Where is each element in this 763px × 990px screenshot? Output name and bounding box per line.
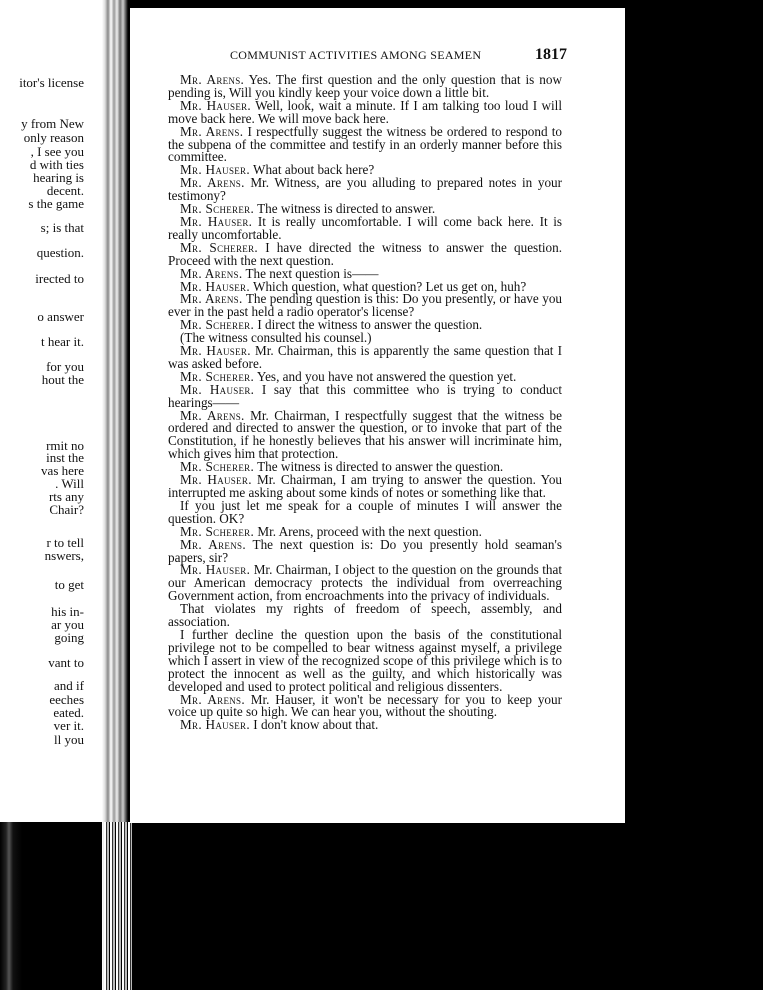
speech-text: Mr. Chairman, I object to the question on the grounds that our American democracy protects the individual from overreaching Government action, from encroachments into the privacy of individuals. xyxy=(168,562,563,604)
facing-page-line: nswers, xyxy=(44,548,84,563)
facing-page-line: Chair? xyxy=(49,502,84,517)
speaker-name: Mr. Scherer. xyxy=(180,459,255,475)
page-number: 1817 xyxy=(535,46,567,63)
speaker-name: Mr. Arens. xyxy=(180,265,243,281)
transcript-paragraph xyxy=(168,407,563,462)
facing-page-line: his in- xyxy=(51,604,84,619)
transcript-paragraph xyxy=(168,74,562,100)
facing-page-line: , I see you xyxy=(30,144,84,159)
speech-text: Mr. Chairman, I respectfully suggest that the witness be ordered and directed to answer the question, or to invoke that part of the Constitution, if he honestly believes that his answer will incriminate him, which gives him that protection. xyxy=(168,407,563,462)
speech-text: The next question is—— xyxy=(245,265,379,281)
facing-page-line: eeches xyxy=(49,692,84,707)
facing-page-line: t hear it. xyxy=(41,334,84,349)
facing-page-line: and if xyxy=(54,678,84,693)
speaker-name: Mr. Arens. xyxy=(180,72,245,87)
speaker-name: Mr. Hauser. xyxy=(180,213,253,229)
facing-page-line: inst the xyxy=(46,450,84,465)
facing-page-line: itor's license xyxy=(19,75,84,90)
facing-page-line: ar you xyxy=(51,617,84,632)
facing-page-line: y from New xyxy=(21,116,84,131)
speech-text: Mr. Chairman, I am trying to answer the question. You interrupted me asking about some kinds of notes or something like that. xyxy=(168,472,563,500)
transcript-paragraph xyxy=(168,603,562,629)
transcript-paragraph xyxy=(168,536,563,565)
transcript-paragraph xyxy=(168,239,563,268)
speech-text: I have directed the witness to answer the question. Proceed with the next question. xyxy=(168,239,563,268)
facing-page-line: only reason xyxy=(23,130,84,145)
transcript-paragraph xyxy=(168,719,562,732)
speech-text: What about back here? xyxy=(253,162,375,178)
facing-page-line: for you xyxy=(46,359,84,374)
speech-text: I don't know about that. xyxy=(253,717,379,733)
speech-text: Mr. Hauser, it won't be necessary for you to keep your voice up quite so high. We can hear you, without the shouting. xyxy=(168,691,563,720)
facing-page-line: rmit no xyxy=(46,438,84,453)
facing-page-line: s the game xyxy=(28,196,84,211)
speaker-name: Mr. Hauser. xyxy=(180,97,252,113)
speaker-name: Mr. Scherer. xyxy=(180,201,255,217)
transcript-paragraph xyxy=(168,97,563,126)
speech-text: If you just let me speak for a couple of minutes I will answer the question. OK? xyxy=(168,497,562,526)
speaker-name: Mr. Hauser. xyxy=(180,381,255,397)
transcript-paragraph xyxy=(168,564,562,603)
facing-page-line: irected to xyxy=(35,271,84,286)
transcript-body xyxy=(168,74,562,732)
speaker-name: Mr. Scherer. xyxy=(180,317,255,333)
facing-page-line: vas here xyxy=(41,463,84,478)
facing-page-line: . Will xyxy=(55,476,84,491)
speech-text: Mr. Chairman, this is apparently the same question that I was asked before. xyxy=(168,343,563,371)
document-page xyxy=(130,8,625,823)
facing-page-line: eated. xyxy=(53,705,84,720)
speaker-name: Mr. Arens. xyxy=(180,291,243,307)
speaker-name: Mr. Arens. xyxy=(180,691,245,707)
speech-text: The pending question is this: Do you presently, or have you ever in the past held a radio operator's license? xyxy=(168,291,563,320)
speech-text: Yes. The first question and the only question that is now pending is, Will you kindly keep your voice down a little bit. xyxy=(168,72,563,100)
facing-page-line: ver it. xyxy=(53,718,84,733)
speech-text: I further decline the question upon the basis of the constitutional privilege not to be compelled to bear witness against myself, a privilege which I assert in view of the recognized scope of this privilege which is to protect the innocent as well as the guilty, and which historically was developed and used to protect political and religious dissenters. xyxy=(168,626,562,694)
speaker-name: Mr. Arens. xyxy=(180,407,245,423)
facing-page-line: going xyxy=(54,630,84,645)
speaker-name: Mr. Hauser. xyxy=(180,162,250,178)
facing-page-line: d with ties xyxy=(29,157,84,172)
speaker-name: Mr. Hauser. xyxy=(180,278,250,294)
facing-page-line: question. xyxy=(36,245,84,260)
transcript-paragraph xyxy=(168,123,562,165)
speaker-name: Mr. Hauser. xyxy=(180,343,251,359)
facing-page-line: decent. xyxy=(46,183,84,198)
speech-text: That violates my rights of freedom of speech, assembly, and association. xyxy=(168,601,562,630)
running-header: COMMUNIST ACTIVITIES AMONG SEAMEN xyxy=(230,48,482,62)
speaker-name: Mr. Hauser. xyxy=(180,472,252,488)
speech-text: Mr. Arens, proceed with the next question. xyxy=(257,523,482,539)
speaker-name: Mr. Arens. xyxy=(180,123,244,139)
transcript-paragraph xyxy=(168,213,563,242)
speech-text: I say that this committee who is trying to conduct hearings—— xyxy=(168,381,562,410)
transcript-paragraph xyxy=(168,293,562,319)
speaker-name: Mr. Scherer. xyxy=(180,239,258,255)
speaker-name: Mr. Arens. xyxy=(180,536,246,552)
speaker-name: Mr. Hauser. xyxy=(180,562,251,578)
facing-page-line: to get xyxy=(54,577,84,592)
transcript-paragraph xyxy=(168,474,562,500)
transcript-paragraph xyxy=(168,691,563,720)
speaker-name: Mr. Scherer. xyxy=(180,368,255,384)
facing-page-line: s; is that xyxy=(40,220,84,235)
facing-page-line: hout the xyxy=(41,372,84,387)
transcript-paragraph xyxy=(168,177,562,203)
facing-page-line: vant to xyxy=(48,655,84,670)
speech-text: The witness is directed to answer the question. xyxy=(257,459,504,475)
facing-page-line: hearing is xyxy=(33,170,84,185)
facing-page-line: ll you xyxy=(54,732,84,747)
speech-text: Which question, what question? Let us get on, huh? xyxy=(253,278,527,294)
facing-page-line: o answer xyxy=(37,309,84,324)
speech-text: I respectfully suggest the witness be ordered to respond to the subpena of the committee and testify in an orderly manner before this committee. xyxy=(168,123,562,165)
speech-text: (The witness consulted his counsel.) xyxy=(180,330,372,346)
facing-page-line: r to tell xyxy=(46,535,84,550)
transcript-paragraph xyxy=(168,497,562,526)
speaker-name: Mr. Hauser. xyxy=(180,717,250,733)
transcript-paragraph xyxy=(168,626,562,694)
speech-text: I direct the witness to answer the question. xyxy=(257,317,483,333)
speech-text: The next question is: Do you presently hold seaman's papers, sir? xyxy=(168,536,563,565)
transcript-paragraph xyxy=(168,345,562,371)
speech-text: Well, look, wait a minute. If I am talking too loud I will move back here. We will move back here. xyxy=(168,97,563,126)
transcript-paragraph xyxy=(168,381,562,410)
speech-text: Yes, and you have not answered the question yet. xyxy=(256,368,517,384)
page-edges xyxy=(104,822,132,990)
speech-text: Mr. Witness, are you alluding to prepared notes in your testimony? xyxy=(168,175,563,204)
speech-text: The witness is directed to answer. xyxy=(257,201,436,217)
speaker-name: Mr. Arens. xyxy=(180,175,245,191)
facing-page-line: rts any xyxy=(48,489,84,504)
speaker-name: Mr. Scherer. xyxy=(180,523,255,539)
speech-text: It is really uncomfortable. I will come back here. It is really uncomfortable. xyxy=(168,213,563,242)
